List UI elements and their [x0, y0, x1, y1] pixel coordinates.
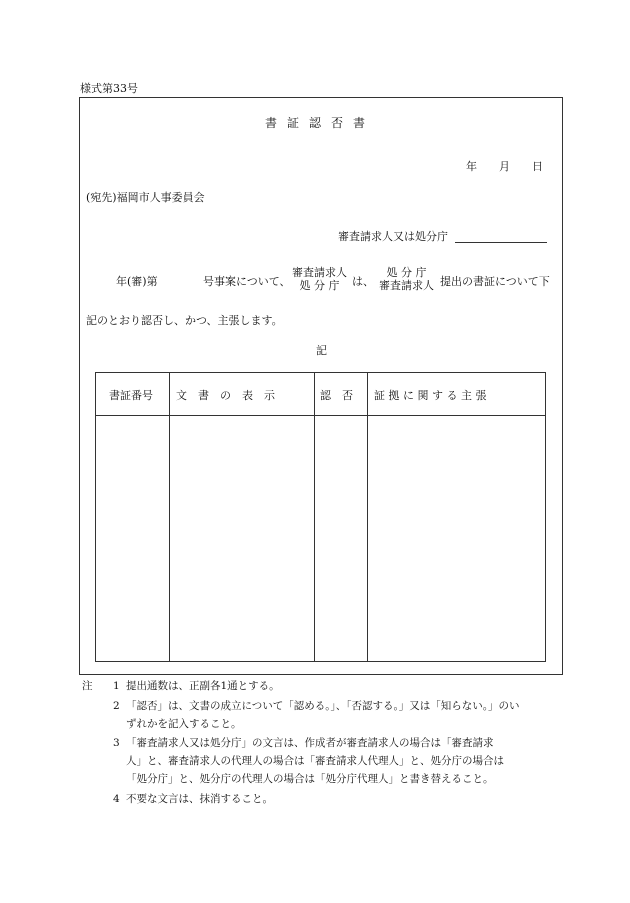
ki-label: 記 [316, 344, 327, 357]
note-text: 「認否」は、文書の成立について「認める。」、「否認する。」又は「知らない。」のい [126, 700, 520, 712]
date-field[interactable] [466, 161, 543, 172]
title-char: 書 [264, 116, 277, 130]
note-number: 1 [113, 680, 120, 692]
signer-label: 審査請求人又は処分庁 [338, 230, 448, 243]
document-title [0, 117, 630, 129]
addressee: (宛先)福岡市人事委員会 [86, 191, 205, 204]
note-text: 不要な文言は、抹消すること。 [126, 793, 273, 805]
header-evidence-number: 書証番号 [109, 389, 153, 402]
party-selector-b[interactable] [379, 266, 434, 292]
signer-input-line[interactable] [455, 242, 547, 243]
title-char: 書 [353, 116, 366, 130]
day-label: 日 [532, 160, 543, 173]
evidence-table [95, 372, 546, 662]
party-option: 審査請求人 [379, 279, 434, 293]
particle: は、 [352, 275, 374, 288]
header-argument: 証 拠 に 関 す る 主 張 [374, 389, 487, 402]
year-case-label: 年(審)第 [116, 275, 158, 288]
note-text: 提出通数は、正副各1通とする。 [126, 680, 280, 692]
cell-argument[interactable] [368, 416, 545, 661]
party-selector-a[interactable] [292, 266, 347, 292]
note-number: 2 [113, 700, 120, 712]
note-text: ずれかを記入すること。 [126, 718, 242, 730]
cell-evidence-number[interactable] [96, 416, 169, 661]
party-option: 処 分 庁 [299, 279, 340, 293]
note-number: 3 [113, 737, 120, 749]
form-number: 様式第33号 [80, 82, 138, 95]
note-number: 4 [113, 793, 120, 805]
title-char: 否 [331, 116, 344, 130]
party-option: 処 分 庁 [386, 266, 427, 279]
year-label: 年 [466, 160, 477, 173]
month-label: 月 [499, 160, 510, 173]
title-char: 証 [286, 116, 299, 130]
notes-prefix: 注 [82, 680, 93, 692]
title-char: 認 [308, 116, 321, 130]
note-text: 人」と、審査請求人の代理人の場合は「審査請求人代理人」と、処分庁の場合は [126, 755, 504, 767]
sentence-tail: 提出の書証について下 [440, 275, 550, 288]
note-text: 「審査請求人又は処分庁」の文言は、作成者が審査請求人の場合は「審査請求 [126, 737, 494, 749]
header-document-description: 文 書 の 表 示 [176, 389, 275, 402]
case-number-label: 号事案について、 [203, 275, 291, 288]
sentence-line-2: 記のとおり認否し、かつ、主張します。 [86, 314, 283, 327]
party-option: 審査請求人 [292, 266, 347, 279]
cell-admission[interactable] [315, 416, 367, 661]
cell-document-description[interactable] [170, 416, 314, 661]
note-text: 「処分庁」と、処分庁の代理人の場合は「処分庁代理人」と書き替えること。 [126, 773, 494, 785]
header-admission: 認 否 [320, 389, 353, 402]
